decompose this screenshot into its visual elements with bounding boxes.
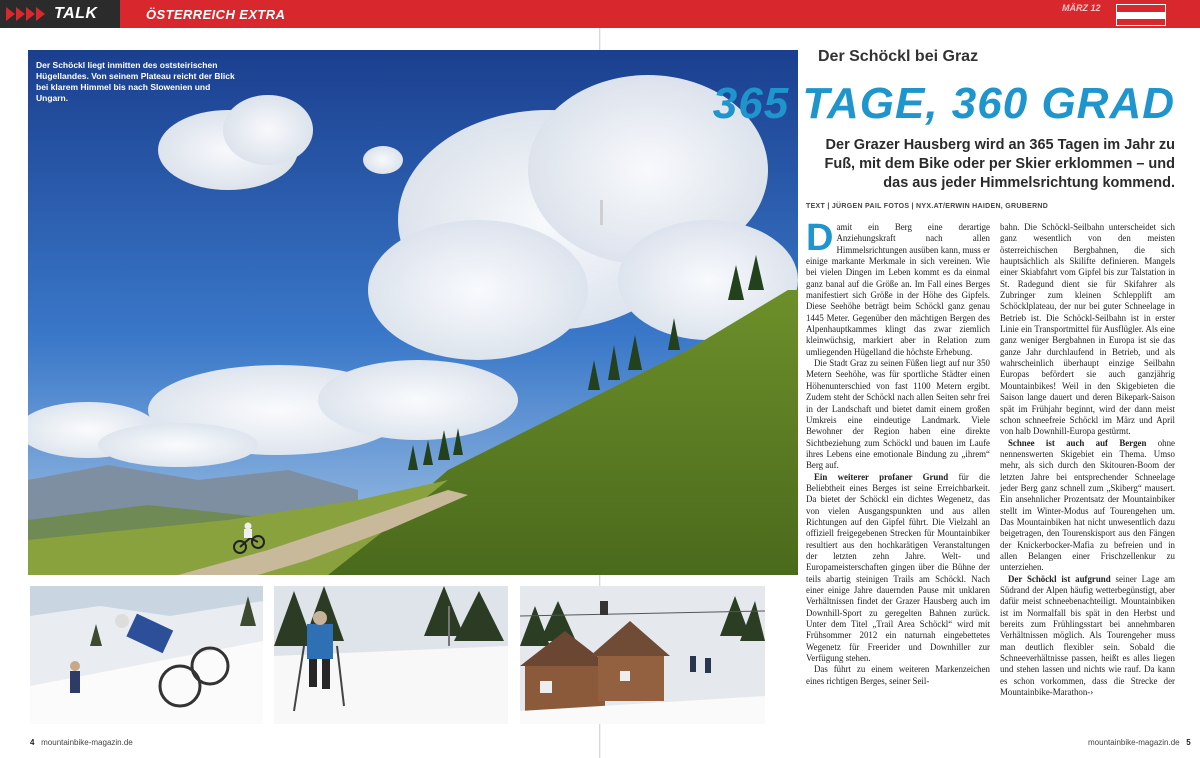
paragraph: Der Schöckl ist aufgrund seiner Lage am Südrand der Alpen häufig wetterbegünstigt, aber dafür meist schneebenachteiligt. Mountainbiken ist im Normalfall bis spät in den Herbst und bereits zum Frühlingsstart bei annehmbaren Verhältnissen möglich. Als Tourengeher muss man deutlich flexibler sein. Sobald die Schneeverhältnisse passen, heißt es alles liegen und stehen lassen und nichts wie rauf. Da kann es schon vorkommen, dass die Strecke der Mountainbike-Marathon-› <box>1000 573 1175 698</box>
chevron-right-icon <box>26 7 35 21</box>
page-number: 4 <box>30 738 35 747</box>
footer-site: mountainbike-magazin.de <box>1088 738 1180 747</box>
chevron-right-icon <box>16 7 25 21</box>
paragraph: bahn. Die Schöckl-Seilbahn unterscheidet sich ganz wesentlich von den meisten österreichischen Bergbahnen, die sich hauptsächlich als Skilifte definieren. Mangels einer Skiabfahrt vom Gipfel bis zur Talstation in St. Radegund dient sie für Skifahrer als Zubringer zum kleinen Schlepplift am Schöcklplateau, der nur bei guter Schneelage in Betrieb ist. Die Schöckl-Seilbahn ist in erster Linie ein Transportmittel für Ausflügler. Als eine ganz weniger Bergbahnen in Europa ist sie das ganze Jahr durchlaufend in Betrieb, und als wahrscheinlich überhaupt einzige Seilbahn Europas befördert sie auch ganzjährig Mountainbikes! Weil in den Skigebieten die Saison lange dauert und deren Bikepark-Saison spät im Frühjahr beginnt, wird der dann meist schon schneefreie Schöckl im März und April von halb Downhill-Europa gestürmt. <box>1000 222 1175 437</box>
article-credits: TEXT | JÜRGEN PAIL FOTOS | NYX.AT/ERWIN HAIDEN, GRUBERND <box>806 203 1049 210</box>
run-in-head: Schnee ist auch auf Bergen <box>1008 437 1147 448</box>
photo-snow-biker <box>30 586 263 724</box>
austria-flag-icon <box>1116 4 1166 26</box>
footer-site: mountainbike-magazin.de <box>41 738 133 747</box>
section-title: ÖSTERREICH EXTRA <box>146 7 286 22</box>
run-in-head: Ein weiterer profaner Grund <box>814 471 949 482</box>
header-dark-tab <box>0 0 120 28</box>
run-in-head: Der Schöckl ist aufgrund <box>1008 573 1111 584</box>
article-headline: 365 TAGE, 360 GRAD <box>712 79 1175 128</box>
article-kicker: Der Schöckl bei Graz <box>818 48 979 65</box>
issue-date: MÄRZ 12 <box>1062 3 1101 13</box>
talk-label: TALK <box>54 5 98 22</box>
photo-mountain-hut <box>520 586 765 724</box>
footer-left <box>30 738 133 747</box>
article-column-2 <box>1000 222 1175 698</box>
chevron-right-icon <box>36 7 45 21</box>
article-deck: Der Grazer Hausberg wird an 365 Tagen im Jahr zu Fuß, mit dem Bike oder per Skier erklommen – und das aus jeder Himmelsrichtung kommend. <box>824 137 1175 191</box>
hero-caption: Der Schöckl liegt inmitten des oststeirischen Hügellandes. Von seinem Plateau reicht der Blick bei klarem Himmel bis nach Slowenien und Ungarn. <box>36 60 235 103</box>
article-column-1 <box>806 217 990 687</box>
paragraph: Das führt zu einem weiteren Markenzeichen eines richtigen Berges, seiner Seil- <box>806 664 990 686</box>
footer-right <box>1088 738 1191 747</box>
paragraph: Die Stadt Graz zu seinen Füßen liegt auf nur 350 Metern Seehöhe, was für sportliche Städter einen Höhenunterschied von fast 1100 Metern ergibt. Zudem steht der Schöckl nach allen Seiten sehr frei in der Landschaft und bietet damit einem großen Umkreis eine eindeutige Landmark. Viele Bewohner der Region haben eine direkte Sichtbeziehung zum Schöckl und bauen im Laufe ihres Lebens eine emotionale Bindung zu „ihrem“ Berg auf. <box>806 358 990 471</box>
chevron-right-icon <box>6 7 15 21</box>
photo-ski-tourer <box>274 586 508 724</box>
page-number: 5 <box>1186 738 1191 747</box>
arrow-icons <box>6 7 45 21</box>
paragraph: Ein weiterer profaner Grund für die Beliebtheit eines Berges ist seine Erreichbarkeit. Da bietet der Schöckl ein dichtes Wegenetz, das von vielen Ausgangspunkten und aus allen Richtungen auf den Gipfel führt. Die Vielzahl an offiziell freigegebenen Strecken für Mountainbiker resultiert aus den hochkarätigen Veranstaltungen der letzten zehn Jahre. Welt- und Europameisterschaften gingen über die Bühne der teils abartig steinigen Trails am Schöckl. Nach einer einige Jahre dauernden Pause mit unklaren Verhältnissen findet der Grazer Hausberg auch im Downhill-Sport zu geregelten Bahnen zurück. Unter dem Titel „Trail Area Schöckl“ wird mit Frühsommer 2012 ein naturnah eingebettetes Wegenetz für Freerider und Downhiller zur Verfügung stehen. <box>806 471 990 664</box>
paragraph: Damit ein Berg eine derartige Anziehungskraft nach allen Himmelsrichtungen ausüben kann, muss er einige markante Merkmale in sich vereinen. Wie bei vielen Dingen im Leben kommt es da einmal ganz banal auf die Größe an. Im Fall eines Berges manifestiert sich Größe in der Höhe des Gipfels. Diese Seehöhe beträgt beim Schöckl ganz genau 1445 Meter. Gegenüber den mächtigen Bergen des Alpenhauptkammes klingt das zwar ziemlich kleinwüchsig, markiert aber in Relation zum umliegenden Hügelland die höchste Erhebung. <box>806 217 990 357</box>
drop-cap: D <box>806 217 834 259</box>
paragraph: Schnee ist auch auf Bergen ohne nennenswerten Skigebiet ein Thema. Umso mehr, als sich durch den Skitouren-Boom der letzten Jahre bei entsprechender Schneelage jeder Berg ganz schnell zum „Skiberg“ mausert. Ein ansehnlicher Prozentsatz der Mountainbiker stellt im Winter-Modus auf Tourengehen um. Das Mountainbiken hat nicht unwesentlich dazu beigetragen, den Tourenskisport aus den Fängen der Knickerbocker-Mafia zu befreien und in allen Belangen einer Frischzellenkur zu unterziehen. <box>1000 437 1175 573</box>
